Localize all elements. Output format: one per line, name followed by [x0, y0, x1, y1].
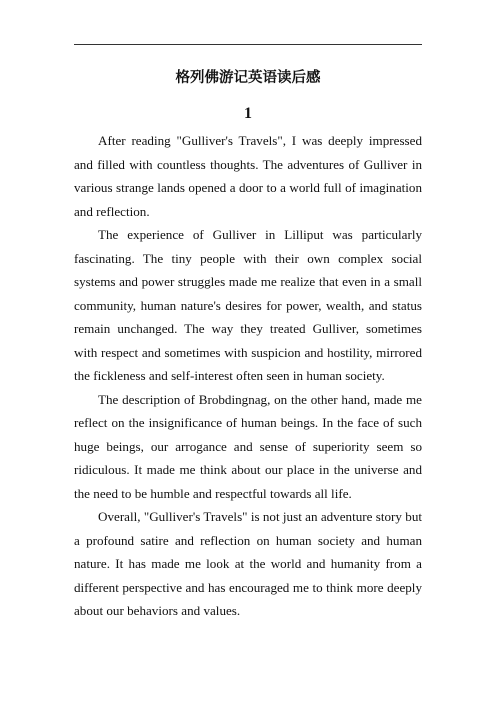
paragraph-intro: After reading "Gulliver's Travels", I was deeply impressed and filled with countless thoughts. The adventures of Gulliver in various strange lands opened a door to a world full of imagination and reflection.: [74, 133, 422, 219]
paragraph-conclusion: Overall, "Gulliver's Travels" is not just an adventure story but a profound satire and reflection on human society and human nature. It has made me look at the world and humanity from a different perspective and has encouraged me to think more deeply about our behaviors and values.: [74, 509, 422, 618]
paragraph-brobdingnag: The description of Brobdingnag, on the other hand, made me reflect on the insignificance of human beings. In the face of such huge beings, our arrogance and sense of superiority seem so ridiculous. It made me think about our place in the universe and the need to be humble and respectful towards all life.: [74, 391, 422, 501]
document-title: 格列佛游记英语读后感: [175, 70, 321, 86]
header-rule: [74, 44, 422, 45]
section-number: 1: [244, 105, 252, 122]
body-text: [74, 129, 422, 623]
paragraph-lilliput: The experience of Gulliver in Lilliput was particularly fascinating. The tiny people with their own complex social systems and power struggles made me realize that even in a small community, human nature's desires for power, wealth, and status remain unchanged. The way they treated Gulliver, sometimes with respect and sometimes with suspicion and hostility, mirrored the fickleness and self-interest often seen in human society.: [74, 227, 422, 383]
